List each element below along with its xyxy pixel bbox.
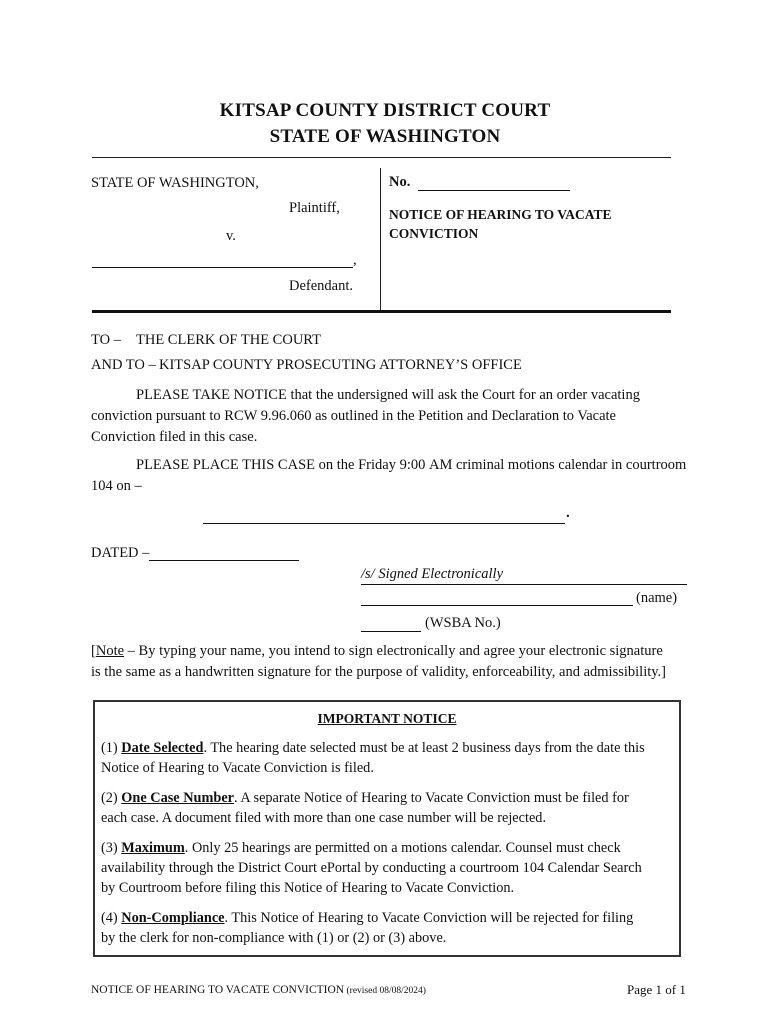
- caption-divider: [380, 168, 381, 310]
- defendant-name-field[interactable]: [92, 267, 353, 268]
- notice-item-1: (1) Date Selected. The hearing date selected must be at least 2 business days from the date this Notice of Hearing to Vacate Conviction is filed.: [101, 740, 645, 776]
- to-value: THE CLERK OF THE COURT: [136, 332, 321, 348]
- hearing-date-field[interactable]: [203, 523, 565, 524]
- dated-label: DATED –: [91, 545, 150, 561]
- and-to-value: KITSAP COUNTY PROSECUTING ATTORNEY’S OFFICE: [159, 357, 522, 373]
- notice-item-heading: Maximum: [121, 840, 185, 856]
- notice-item-heading: Date Selected: [121, 740, 204, 756]
- case-number-field[interactable]: [418, 175, 570, 191]
- document-title-line2: CONVICTION: [389, 226, 479, 241]
- notice-item-4: (4) Non-Compliance. This Notice of Hearing to Vacate Conviction will be rejected for filing by the clerk for non-compliance with (1) or (2) or (3) above.: [101, 910, 634, 946]
- notice-item-2: (2) One Case Number. A separate Notice of Hearing to Vacate Conviction must be filed for each case. A document filed with more than one case number will be rejected.: [101, 790, 629, 826]
- page-number: Page 1 of 1: [627, 982, 686, 997]
- hearing-date-period: .: [566, 505, 570, 521]
- caption-bottom-rule: [92, 310, 671, 313]
- paragraph-take-notice: PLEASE TAKE NOTICE that the undersigned will ask the Court for an order vacating conviction pursuant to RCW 9.96.060 as outlined in the Petition and Declaration to Vacate Conviction filed in this case.: [91, 387, 640, 445]
- note-word: Note: [95, 643, 125, 659]
- and-to-label: AND TO –: [91, 357, 156, 373]
- court-name: KITSAP COUNTY DISTRICT COURT: [219, 100, 551, 121]
- footer-form-title: NOTICE OF HEARING TO VACATE CONVICTION: [91, 984, 345, 996]
- paragraph-place-case: PLEASE PLACE THIS CASE on the Friday 9:00 AM criminal motions calendar in courtroom 104 on –: [91, 457, 687, 494]
- notice-item-3: (3) Maximum. Only 25 hearings are permitted on a motions calendar. Counsel must check availability through the District Court ePortal by conducting a courtroom 104 Calendar Search by Courtroom before filing this Notice of Hearing to Vacate Conviction.: [101, 840, 642, 896]
- signature-field[interactable]: /s/ Signed Electronically: [361, 566, 687, 585]
- important-notice-title: IMPORTANT NOTICE: [317, 711, 457, 726]
- document-title-line1: NOTICE OF HEARING TO VACATE: [389, 207, 612, 222]
- notice-item-heading: One Case Number: [121, 790, 235, 806]
- notice-item-heading: Non-Compliance: [121, 910, 225, 926]
- electronic-signature-note: [Note – By typing your name, you intend to sign electronically and agree your electronic signature is the same as a handwritten signature for the purpose of validity, enforceability, and admissibility.]: [91, 643, 667, 680]
- case-no-label: No.: [389, 174, 411, 190]
- defendant-label: Defendant.: [289, 278, 354, 294]
- place-case-lead: PLEASE PLACE THIS CASE: [136, 457, 315, 473]
- footer-revised: (revised 08/08/2024): [344, 986, 426, 996]
- state-name: STATE OF WASHINGTON: [269, 126, 501, 147]
- plaintiff-label: Plaintiff,: [289, 200, 340, 216]
- plaintiff-name: STATE OF WASHINGTON,: [91, 175, 259, 191]
- header-divider: [92, 157, 671, 158]
- wsba-field[interactable]: [361, 631, 421, 632]
- versus-label: v.: [226, 228, 236, 244]
- to-label: TO –: [91, 332, 121, 348]
- name-label: (name): [636, 590, 678, 606]
- name-field[interactable]: [361, 605, 633, 606]
- wsba-label: (WSBA No.): [425, 615, 501, 631]
- footer-left: [91, 984, 426, 996]
- dated-field[interactable]: [149, 560, 299, 561]
- defendant-comma: ,: [353, 252, 357, 268]
- take-notice-lead: PLEASE TAKE NOTICE: [136, 387, 287, 403]
- important-notice-box: [93, 700, 681, 957]
